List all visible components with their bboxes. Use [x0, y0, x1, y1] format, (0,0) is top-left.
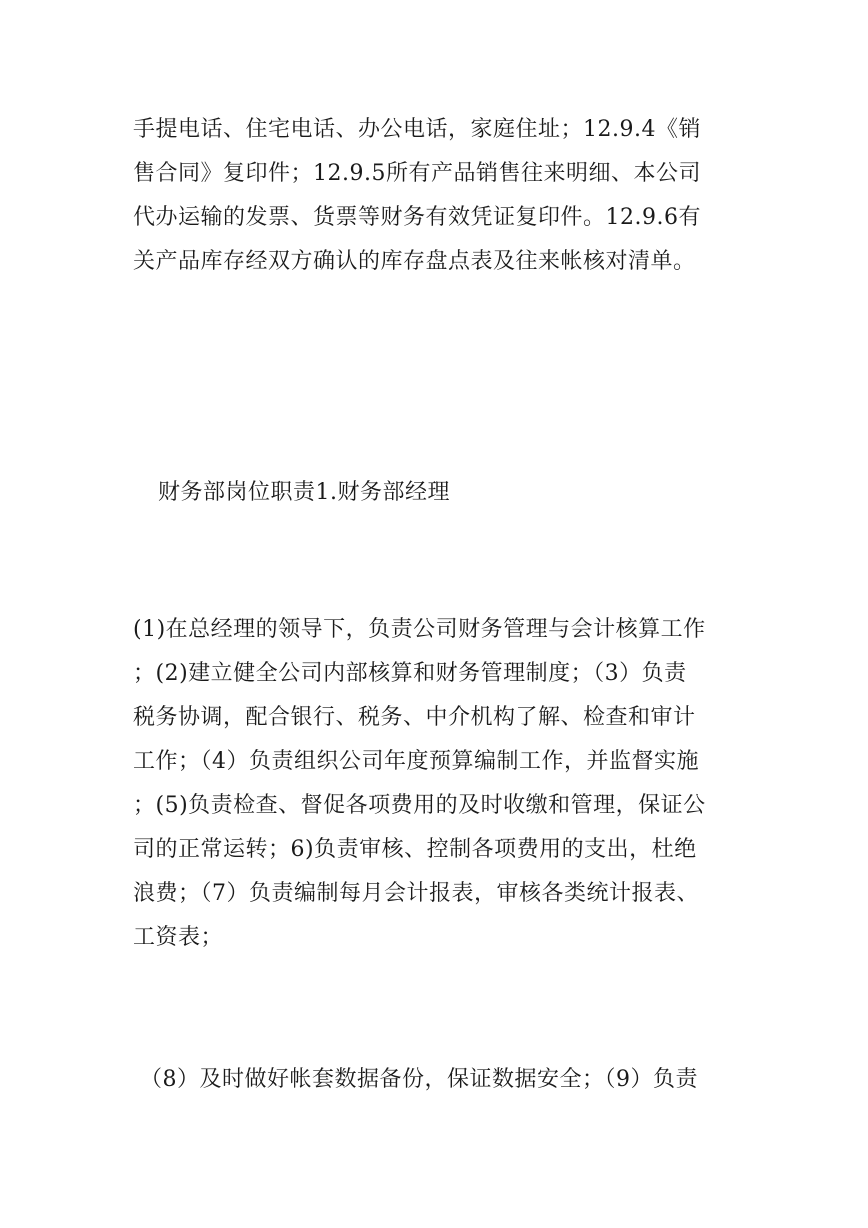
paragraph-line: 工作；（4）负责组织公司年度预算编制工作，并监督实施 — [133, 749, 699, 774]
paragraph-line: （8）及时做好帐套数据备份，保证数据安全；（9）负责 — [140, 1067, 698, 1092]
paragraph-line: 税务协调，配合银行、税务、中介机构了解、检查和审计 — [133, 705, 696, 730]
paragraph-line: 司的正常运转；6)负责审核、控制各项费用的支出，杜绝 — [133, 837, 697, 862]
section-heading: 财务部岗位职责1.财务部经理 — [158, 480, 450, 505]
paragraph-line: 工资表； — [133, 925, 224, 950]
paragraph-line: 关产品库存经双方确认的库存盘点表及往来帐核对清单。 — [133, 249, 696, 274]
paragraph-line: 手提电话、住宅电话、办公电话，家庭住址；12.9.4《销 — [133, 117, 701, 142]
paragraph-line: ；(2)建立健全公司内部核算和财务管理制度；（3）负责 — [133, 661, 687, 686]
paragraph-line: 售合同》复印件；12.9.5所有产品销售往来明细、本公司 — [133, 161, 701, 186]
paragraph-line: 浪费；（7）负责编制每月会计报表，审核各类统计报表、 — [133, 881, 699, 906]
paragraph-line: ；(5)负责检查、督促各项费用的及时收缴和管理，保证公 — [133, 793, 706, 818]
paragraph-line: (1)在总经理的领导下，负责公司财务管理与会计核算工作 — [133, 617, 706, 642]
paragraph-line: 代办运输的发票、货票等财务有效凭证复印件。12.9.6有 — [133, 205, 701, 230]
